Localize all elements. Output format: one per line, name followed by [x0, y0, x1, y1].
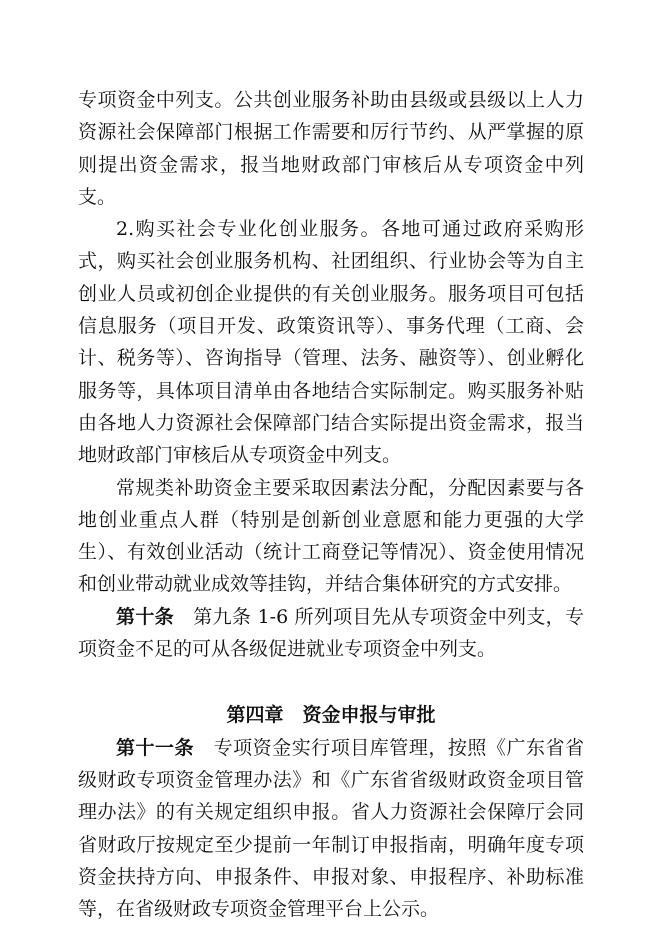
article-11-text: 专项资金实行项目库管理，按照《广东省省级财政专项资金管理办法》和《广东省省级财政资金项目管理办法》的有关规定组织申报。省人力资源社会保障厅会同省财政厅按规定至少提前一年制订申报指南，明确年度专项资金扶持方向、申报条件、申报对象、申报程序、补助标准等，在省级财政专项资金管理平台上公示。	[78, 736, 584, 921]
paragraph-item-2: 2.购买社会专业化创业服务。各地可通过政府采购形式，购买社会创业服务机构、社团组织、行业协会等为自主创业人员或初创企业提供的有关创业服务。服务项目可包括信息服务（项目开发、政策资讯等）、事务代理（工商、会计、税务等）、咨询指导（管理、法务、融资等）、创业孵化服务等，具体项目清单由各地结合实际制定。购买服务补贴由各地人力资源社会保障部门结合实际提出资金需求，报当地财政部门审核后从专项资金中列支。	[78, 218, 584, 467]
paragraph-allocation: 常规类补助资金主要采取因素法分配，分配因素要与各地创业重点人群（特别是创新创业意愿和能力更强的大学生）、有效创业活动（统计工商登记等情况）、资金使用情况和创业带动就业成效等挂钩，并结合集体研究的方式安排。	[78, 476, 584, 596]
article-10	[78, 601, 584, 666]
article-11-label: 第十一条	[116, 736, 195, 759]
article-11	[78, 732, 584, 925]
document-page	[78, 84, 584, 925]
paragraph-continuation: 专项资金中列支。公共创业服务补助由县级或县级以上人力资源社会保障部门根据工作需要和厉行节约、从严掌握的原则提出资金需求，报当地财政部门审核后从专项资金中列支。	[78, 89, 584, 208]
article-10-text: 第九条 1-6 所列项目先从专项资金中列支，专项资金不足的可从各级促进就业专项资金中列支。	[78, 605, 584, 661]
article-10-label: 第十条	[116, 605, 174, 628]
chapter-heading: 第四章 资金申报与审批	[226, 704, 436, 727]
